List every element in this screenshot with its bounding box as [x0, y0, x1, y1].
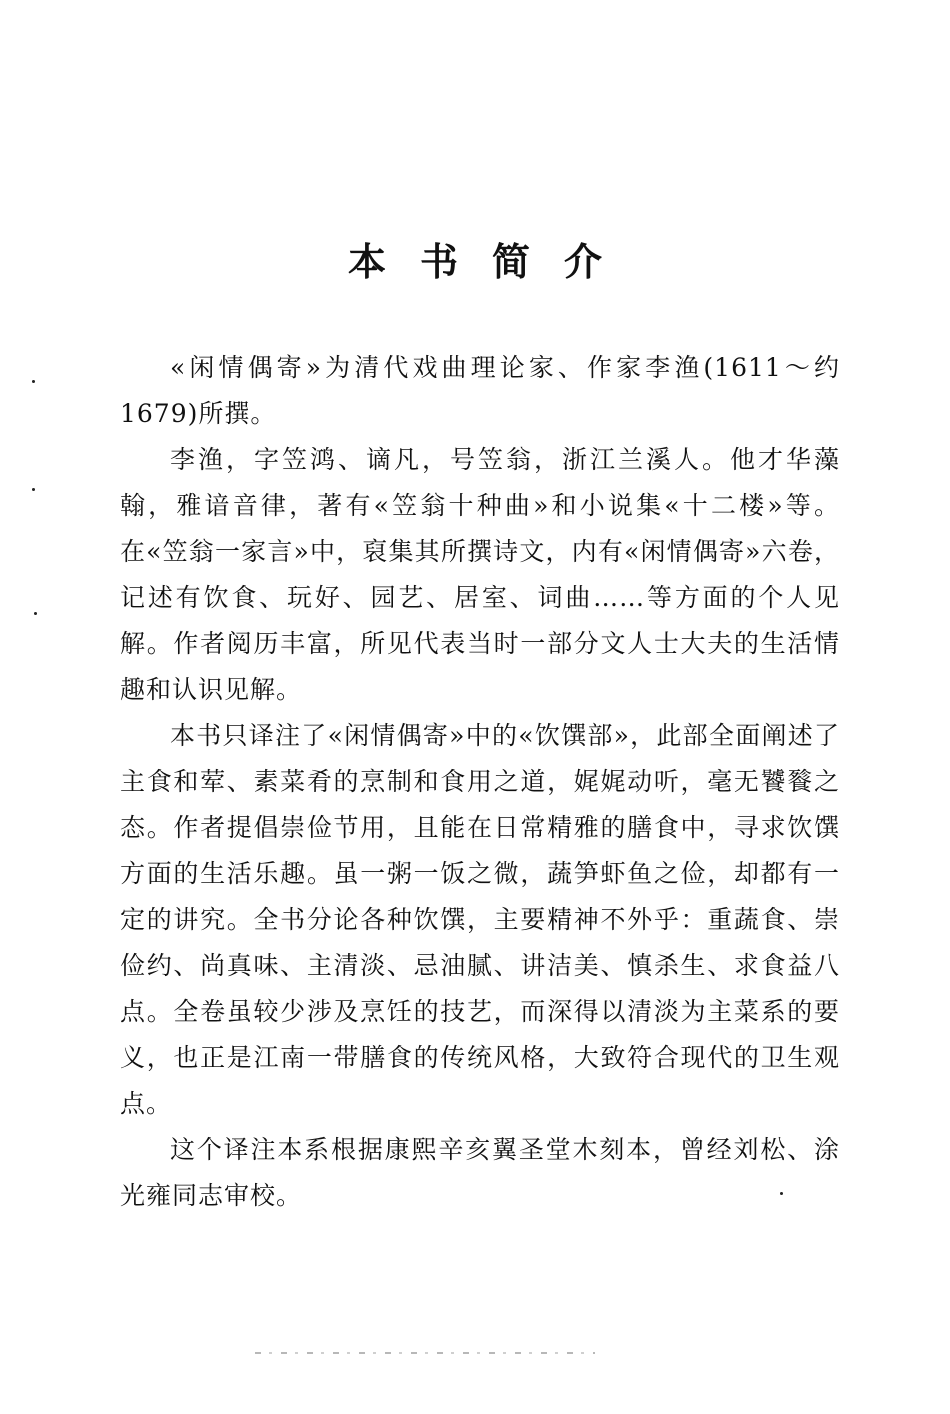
body-text — [120, 345, 840, 1219]
scan-speck — [34, 612, 37, 615]
paragraph-biography: 李渔，字笠鸿、谪凡，号笠翁，浙江兰溪人。他才华藻翰，雅谙音律，著有«笠翁十种曲»和小说集«十二楼»等。在«笠翁一家言»中，裒集其所撰诗文，内有«闲情偶寄»六卷，记述有饮食、玩好、园艺、居室、词曲……等方面的个人见解。作者阅历丰富，所见代表当时一部分文人士大夫的生活情趣和认识见解。 — [120, 445, 840, 704]
paragraph-content: 本书只译注了«闲情偶寄»中的«饮馔部»，此部全面阐述了主食和荤、素菜肴的烹制和食用之道，娓娓动听，毫无饕餮之态。作者提倡崇俭节用，且能在日常精雅的膳食中，寻求饮馔方面的生活乐趣。虽一粥一饭之微，蔬笋虾鱼之俭，却都有一定的讲究。全书分论各种饮馔，主要精神不外乎：重蔬食、崇俭约、尚真味、主清淡、忌油腻、讲洁美、慎杀生、求食益八点。全卷虽较少涉及烹饪的技艺，而深得以清淡为主菜系的要义，也正是江南一带膳食的传统风格，大致符合现代的卫生观点。 — [120, 721, 840, 1118]
paragraph-author: «闲情偶寄»为清代戏曲理论家、作家李渔(1611～约1679)所撰。 — [120, 353, 840, 428]
scan-artifact-line — [255, 1352, 595, 1354]
scan-speck — [780, 1192, 783, 1195]
page-title: 本书简介 — [347, 239, 636, 284]
scan-speck — [32, 380, 35, 383]
scan-speck — [32, 488, 35, 491]
paragraph-edition: 这个译注本系根据康熙辛亥翼圣堂木刻本，曾经刘松、涂光雍同志审校。 — [120, 1135, 840, 1210]
